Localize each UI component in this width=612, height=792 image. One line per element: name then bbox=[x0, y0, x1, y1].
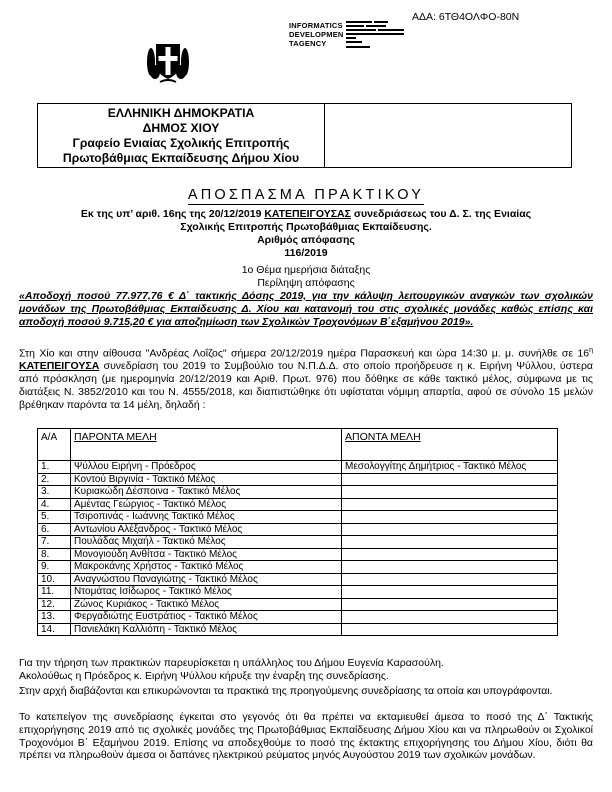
table-header-row bbox=[38, 429, 558, 461]
session-reference-text: Εκ της υπ’ αριθ. 16ης της 20/12/2019 bbox=[80, 208, 265, 220]
minutes-keeper-paragraph: Για την τήρηση των πρακτικών παρευρίσκεται η υπάλληλος του Δήμου Ευγενία Καρασούλη. bbox=[19, 657, 444, 669]
urgent-label: ΚΑΤΕΠΕΙΓΟΥΣΑ bbox=[19, 360, 100, 373]
table-row bbox=[38, 623, 558, 636]
header-line: ΔΗΜΟΣ ΧΙΟΥ bbox=[142, 121, 220, 135]
decision-number: 116/2019 bbox=[284, 247, 328, 259]
signature-line: DEVELOPMEN bbox=[289, 30, 344, 39]
members-table bbox=[37, 428, 558, 636]
row-number: 2. bbox=[38, 473, 71, 486]
present-member: Φεργαδιώτης Ευστράτιος - Τακτικό Μέλος bbox=[71, 611, 342, 624]
absent-member bbox=[342, 473, 558, 486]
present-member: Αμέντας Γεώργιος - Τακτικό Μέλος bbox=[71, 498, 342, 511]
summary-label: Περίληψη απόφασης bbox=[257, 277, 355, 289]
ordinal-superscript: η bbox=[589, 347, 593, 354]
signature-fine-print-graphic bbox=[346, 21, 406, 57]
signature-line: INFORMATICS bbox=[289, 21, 343, 30]
table-row bbox=[38, 598, 558, 611]
table-row bbox=[38, 611, 558, 624]
row-number: 11. bbox=[38, 586, 71, 599]
row-number: 7. bbox=[38, 536, 71, 549]
absent-member bbox=[342, 586, 558, 599]
session-opening-paragraph: Ακολούθως η Πρόεδρος κ. Ειρήνη Ψύλλου κήρυξε την έναρξη της συνεδρίασης. bbox=[19, 670, 389, 682]
table-row bbox=[38, 586, 558, 599]
committee-name: Σχολικής Επιτροπής Πρωτοβάθμιας Εκπαίδευσης. bbox=[180, 221, 432, 233]
header-line: ΕΛΛΗΝΙΚΗ ΔΗΜΟΚΡΑΤΙΑ bbox=[107, 106, 255, 120]
present-member: Ψύλλου Ειρήνη - Πρόεδρος bbox=[71, 461, 342, 474]
greek-coat-of-arms-icon bbox=[145, 32, 191, 84]
paragraph-text: συνεδρίαση του 2019 το Συμβούλιο του Ν.Π.Δ.Δ. στο οποίο προήδρευσε η κ. Ειρήνη Ψύλλου, ύστερα από πρόσκληση (με ημερομηνία 20/12/2019 και Αριθ. Πρωτ. 976) που δόθηκε σε κάθε τακτικό μέλος, σύμφωνα με τις διατάξεις Ν. 3852/2010 και του Ν. 4555/2018, και διαπιστώθηκε ότι υφίσταται νόμιμη απαρτία, αφού σε σύνολο 15 μελών βρέθηκαν παρόντα τα 14 μέλη, δηλαδή : bbox=[19, 360, 593, 411]
present-member: Ζώνος Κυριάκος - Τακτικό Μέλος bbox=[71, 598, 342, 611]
table-row bbox=[38, 486, 558, 499]
absent-member bbox=[342, 536, 558, 549]
document-title bbox=[0, 187, 612, 203]
signature-line: TAGENCY bbox=[289, 39, 327, 48]
row-number: 3. bbox=[38, 486, 71, 499]
ada-number: ΑΔΑ: 6ΤΘ4ΟΛΦΟ-80Ν bbox=[412, 11, 520, 23]
header-present-text: ΠΑΡΟΝΤΑ ΜΕΛΗ bbox=[74, 431, 157, 443]
paragraph-text: Στη Χίο και στην αίθουσα "Ανδρέας Λοΐζος" σήμερα 20/12/2019 ημέρα Παρασκευή και ώρα 14:30 μ. μ. συνήλθε σε 16 bbox=[19, 347, 590, 360]
document-title-text: ΑΠΟΣΠΑΣΜΑ ΠΡΑΚΤΙΚΟΥ bbox=[187, 187, 425, 203]
row-number: 6. bbox=[38, 523, 71, 536]
present-member: Πουλάδας Μιχαήλ - Τακτικό Μέλος bbox=[71, 536, 342, 549]
urgency-paragraph: Το κατεπείγον της συνεδρίασης έγκειται στο γεγονός ότι θα πρέπει να εκταμιευθεί άμεσα το ποσό της Δ΄ Τακτικής επιχορήγησης 2019 από τις σχολικές μονάδες της Πρωτοβάθμιας Εκπαίδευσης Δήμου Χίου και να πληρωθούν οι Σχολικοί Τροχονόμοι Β΄ Εξαμήνου 2019. Επίσης να αποδεχθούμε το ποσό της έκτακτης επιχορήγησης του Δήμου Χίου, διότι θα πρέπει να πληρωθούν άμεσα οι δαπάνες ηλεκτρικού ρεύματος μηνός Αυγούστου 2019 των σχολικών μονάδων. bbox=[19, 711, 593, 762]
present-member: Κυριακώδη Δέσποινα - Τακτικό Μέλος bbox=[71, 486, 342, 499]
row-number: 12. bbox=[38, 598, 71, 611]
table-row bbox=[38, 561, 558, 574]
decision-number-label: Αριθμός απόφασης bbox=[257, 234, 355, 246]
session-reference bbox=[0, 208, 612, 221]
row-number: 8. bbox=[38, 548, 71, 561]
absent-member: Μεσολογγίτης Δημήτριος - Τακτικό Μέλος bbox=[342, 461, 558, 474]
present-member: Πανιελάκη Καλλιόπη - Τακτικό Μέλος bbox=[71, 623, 342, 636]
header-present bbox=[71, 429, 342, 461]
absent-member bbox=[342, 623, 558, 636]
present-member: Τσιροπινάς - Ιωάννης Τακτικό Μέλος bbox=[71, 511, 342, 524]
row-number: 1. bbox=[38, 461, 71, 474]
previous-minutes-paragraph: Στην αρχή διαβάζονται και επικυρώνονται τα πρακτικά της προηγούμενης συνεδρίασης τα οποία και υπογράφονται. bbox=[19, 685, 553, 697]
urgent-label: ΚΑΤΕΠΕΙΓΟΥΣΑΣ bbox=[264, 208, 351, 220]
absent-member bbox=[342, 573, 558, 586]
table-row bbox=[38, 461, 558, 474]
present-member: Αναγνώστου Παναγιώτης - Τακτικό Μέλος bbox=[71, 573, 342, 586]
present-member: Αντωνίου Αλέξανδρος - Τακτικό Μέλος bbox=[71, 523, 342, 536]
signature-fine-print-icon bbox=[346, 21, 406, 55]
table-row bbox=[38, 573, 558, 586]
row-number: 10. bbox=[38, 573, 71, 586]
header-absent-text: ΑΠΟΝΤΑ ΜΕΛΗ bbox=[345, 431, 421, 443]
absent-member bbox=[342, 498, 558, 511]
absent-member bbox=[342, 548, 558, 561]
header-line: Πρωτοβάθμιας Εκπαίδευσης Δήμου Χίου bbox=[62, 151, 300, 165]
present-member: Ντομάτας Ισίδωρος - Τακτικό Μέλος bbox=[71, 586, 342, 599]
issuer-header-text bbox=[38, 106, 324, 166]
table-row bbox=[38, 473, 558, 486]
session-reference-text: συνεδριάσεως του Δ. Σ. της Ενιαίας bbox=[350, 208, 532, 220]
row-number: 9. bbox=[38, 561, 71, 574]
meeting-paragraph bbox=[19, 345, 593, 411]
decision-subject: «Αποδοχή ποσού 77.977,76 € Δ΄ τακτικής Δόσης 2019, για την κάλυψη λειτουργικών αναγκών των σχολικών μονάδων της Πρωτοβάθμιας Εκπαίδευσης Δ. Χίου και κατανομή του στις σχολικές μονάδες καθώς επίσης και αποδοχή ποσού 9.715,20 € για αποζημίωση των Σχολικών Τροχονόμων Β΄εξαμήνου 2019». bbox=[19, 290, 593, 328]
agenda-item: 1ο Θέμα ημερήσια διάταξης bbox=[241, 264, 371, 276]
header-line: Γραφείο Ενιαίας Σχολικής Επιτροπής bbox=[72, 136, 290, 150]
table-row bbox=[38, 536, 558, 549]
present-member: Μονογιούδη Ανθίτσα - Τακτικό Μέλος bbox=[71, 548, 342, 561]
row-number: 4. bbox=[38, 498, 71, 511]
absent-member bbox=[342, 561, 558, 574]
present-member: Μακροκάνης Χρήστος - Τακτικό Μέλος bbox=[71, 561, 342, 574]
absent-member bbox=[342, 598, 558, 611]
table-row bbox=[38, 511, 558, 524]
table-row bbox=[38, 498, 558, 511]
row-number: 14. bbox=[38, 623, 71, 636]
present-member: Κοντού Βιργινία - Τακτικό Μέλος bbox=[71, 473, 342, 486]
absent-member bbox=[342, 511, 558, 524]
row-number: 5. bbox=[38, 511, 71, 524]
header-number: Α/Α bbox=[38, 429, 71, 461]
issuer-header-cell bbox=[38, 104, 325, 167]
absent-member bbox=[342, 486, 558, 499]
absent-member bbox=[342, 523, 558, 536]
table-row bbox=[38, 523, 558, 536]
absent-member bbox=[342, 611, 558, 624]
header-absent bbox=[342, 429, 558, 461]
row-number: 13. bbox=[38, 611, 71, 624]
issuer-header-box bbox=[37, 103, 572, 168]
digital-signature-label bbox=[289, 21, 344, 48]
table-row bbox=[38, 548, 558, 561]
